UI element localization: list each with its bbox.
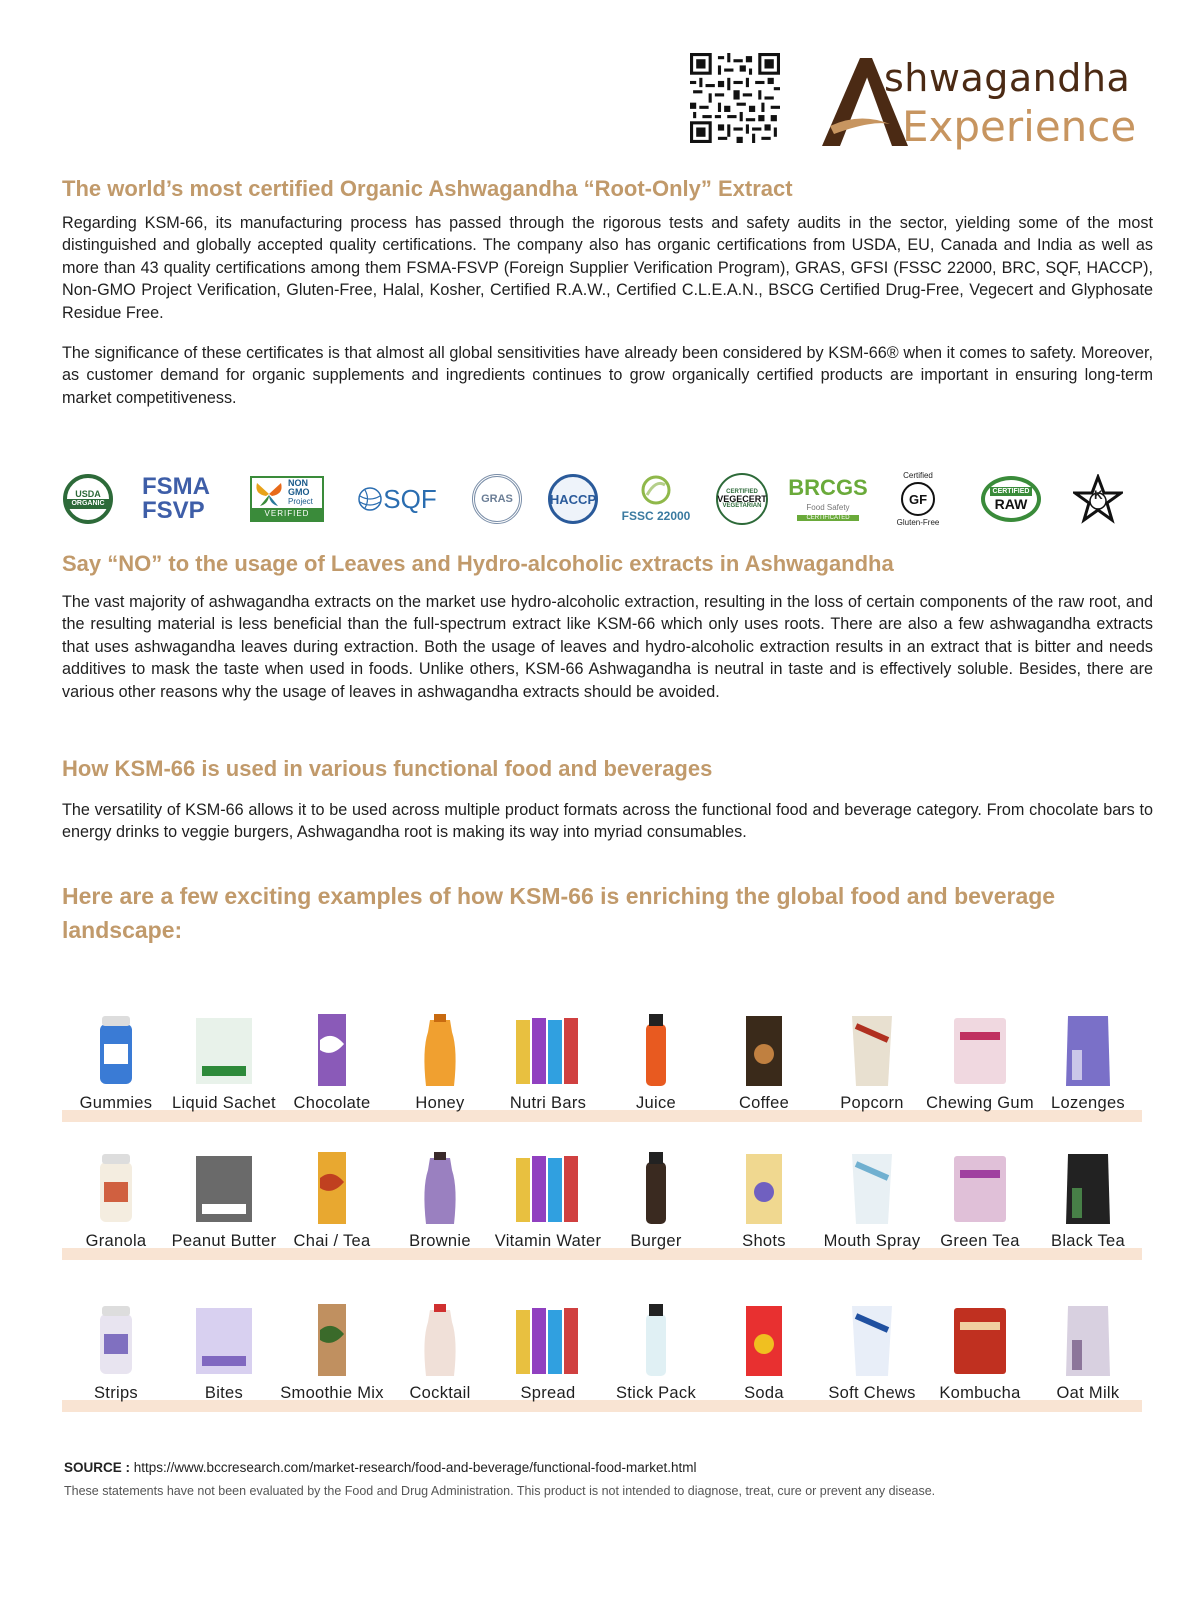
fssc-text: FSSC 22000 (621, 509, 691, 523)
product-item (710, 1300, 818, 1430)
product-item (1034, 1300, 1142, 1430)
product-label-wrap (386, 1384, 494, 1414)
source-citation (64, 1460, 697, 1475)
product-label: Strips (94, 1384, 138, 1402)
product-label-wrap (278, 1384, 386, 1414)
product-label: Juice (635, 1094, 677, 1112)
source-label: SOURCE : (64, 1460, 131, 1475)
product-image (404, 1148, 476, 1228)
qr-code-icon[interactable] (690, 53, 780, 143)
product-label: Honey (415, 1094, 465, 1112)
product-label-wrap (1034, 1232, 1142, 1262)
product-image (188, 1148, 260, 1228)
product-item (602, 1010, 710, 1140)
product-item (170, 1148, 278, 1278)
product-label-wrap (602, 1094, 710, 1124)
haccp-text: HACCP (548, 474, 598, 524)
examples-heading-line2: landscape: (62, 917, 183, 943)
product-image (1052, 1148, 1124, 1228)
vegecert-main-text: VEGECERT (717, 493, 767, 504)
product-label-wrap (170, 1232, 278, 1262)
page-header (690, 50, 1150, 160)
product-image (728, 1300, 800, 1380)
product-label: Chewing Gum (926, 1094, 1034, 1112)
gf-top-text: Certified (903, 471, 933, 480)
sqf-globe-icon (357, 486, 383, 512)
product-image (80, 1300, 152, 1380)
usda-organic-text: ORGANIC (65, 499, 111, 509)
gf-bottom-text: Gluten-Free (896, 518, 940, 527)
product-image (188, 1010, 260, 1090)
product-label: Granola (85, 1232, 147, 1250)
brcgs-band-text: CERTIFICATED (797, 515, 859, 521)
product-label-wrap (710, 1094, 818, 1124)
product-image (80, 1148, 152, 1228)
product-label: Popcorn (840, 1094, 904, 1112)
product-label: Nutri Bars (509, 1094, 587, 1112)
usda-text: USDA (75, 489, 101, 499)
gf-text: GF (901, 482, 935, 516)
product-item (818, 1148, 926, 1278)
product-label-wrap (170, 1094, 278, 1124)
product-item (818, 1010, 926, 1140)
brcgs-logo (788, 462, 868, 536)
product-label-wrap (818, 1384, 926, 1414)
non-gmo-project-logo (250, 462, 324, 536)
product-label-wrap (1034, 1384, 1142, 1414)
certification-logos (62, 462, 1162, 536)
product-image (620, 1010, 692, 1090)
product-label-wrap (1034, 1094, 1142, 1124)
product-label: Bites (204, 1384, 244, 1402)
product-label: Cocktail (409, 1384, 471, 1402)
product-image (620, 1148, 692, 1228)
product-item (602, 1300, 710, 1430)
product-label: Chai / Tea (293, 1232, 371, 1250)
product-label: Lozenges (1051, 1094, 1125, 1112)
product-label: Coffee (738, 1094, 790, 1112)
product-image (1052, 1010, 1124, 1090)
product-image (836, 1010, 908, 1090)
product-item (926, 1148, 1034, 1278)
paragraph-extraction: The vast majority of ashwagandha extracts on the market use hydro-alcoholic extraction, resulting in the loss of certain components of the raw root, and the resulting material is less beneficial than the full-spectrum extract like KSM-66 which only uses roots. There are also a few ashwagandha extracts that uses ashwagandha leaves during extraction. Both the usage of leaves and hydro-alcoholic extraction results in an extract that is bitter and needs additives to mask the taste when used in foods. Unlike others, KSM-66 Ashwagandha is neutral in taste and is effectively soluble. Besides, there are various other reasons why the usage of leaves in ashwagandha extracts should be avoided. (62, 593, 1153, 701)
paragraph-certifications: Regarding KSM-66, its manufacturing process has passed through the rigorous tests and safety audits in the sector, yielding some of the most distinguished and globally accepted quality certifications. The company also has organic certifications from USDA, EU, Canada and India as well as more than 43 quality certifications among them FSMA-FSVP (Foreign Supplier Verification Program), GRAS, GFSI (FSSC 22000, BRC, SQF, HACCP), Non-GMO Project Verification, Gluten-Free, Halal, Kosher, Certified R.A.W., Certified C.L.E.A.N., BSCG Certified Drug-Free, Vegecert and Glyphosate Residue Free. (62, 214, 1153, 322)
product-item (710, 1010, 818, 1140)
fssc-swirl-icon (641, 475, 671, 505)
haccp-logo (546, 462, 600, 536)
gluten-free-logo (888, 462, 948, 536)
product-row (62, 1010, 1172, 1140)
product-label-wrap (170, 1384, 278, 1414)
project-text: Project (288, 497, 313, 506)
product-image (404, 1010, 476, 1090)
raw-text: RAW (994, 495, 1028, 512)
certified-raw-logo (980, 462, 1042, 536)
vegecert-logo (714, 462, 770, 536)
product-item (818, 1300, 926, 1430)
vegecert-top-text: CERTIFIED (726, 488, 758, 495)
product-label-wrap (818, 1094, 926, 1124)
product-image (80, 1010, 152, 1090)
product-label-wrap (818, 1232, 926, 1262)
source-link[interactable]: https://www.bccresearch.com/market-research/food-and-beverage/functional-food-market.html (133, 1460, 697, 1475)
product-label: Chocolate (293, 1094, 371, 1112)
product-image (512, 1148, 584, 1228)
product-item (1034, 1010, 1142, 1140)
section-heading-how-used: How KSM-66 is used in various functional food and beverages (62, 756, 713, 781)
product-label: Mouth Spray (823, 1232, 921, 1250)
product-label-wrap (278, 1232, 386, 1262)
brand-name-line2: Experience (902, 102, 1137, 151)
vegecert-bottom-text: VEGETARIAN (722, 502, 762, 509)
paragraph-versatility: The versatility of KSM-66 allows it to be used across multiple product formats across the functional food and beverage category. From chocolate bars to energy drinks to veggie burgers, Ashwagandha root is making its way into myriad consumables. (62, 801, 1153, 842)
verified-text: VERIFIED (252, 508, 322, 520)
paragraph-significance: The significance of these certificates is that almost all global sensitivities have already been considered by KSM-66® when it comes to safety. Moreover, as customer demand for organic supplements and ingredients continues to grow organically certified products are important in ensuring long-term market competitiveness. (62, 344, 1153, 407)
product-item (1034, 1148, 1142, 1278)
product-label-wrap (926, 1384, 1034, 1414)
product-item (386, 1148, 494, 1278)
product-image (296, 1148, 368, 1228)
product-item (602, 1148, 710, 1278)
product-image (296, 1010, 368, 1090)
brand-logo (820, 50, 1150, 160)
product-label-wrap (62, 1094, 170, 1124)
product-item (926, 1300, 1034, 1430)
product-label: Burger (630, 1232, 682, 1250)
fsma-fsvp-logo (142, 462, 222, 536)
product-label: Vitamin Water (494, 1232, 602, 1250)
product-item (278, 1010, 386, 1140)
product-label-wrap (602, 1232, 710, 1262)
product-label: Soft Chews (828, 1384, 916, 1402)
product-label-wrap (62, 1384, 170, 1414)
product-image (944, 1010, 1016, 1090)
non-text: NON (288, 478, 308, 488)
product-label: Gummies (79, 1094, 153, 1112)
product-item (278, 1148, 386, 1278)
product-label: Peanut Butter (171, 1232, 277, 1250)
sqf-text: SQF (383, 483, 437, 514)
product-label: Kombucha (939, 1384, 1021, 1402)
kosher-text: K (1094, 488, 1103, 502)
product-label-wrap (710, 1384, 818, 1414)
product-label: Green Tea (940, 1232, 1020, 1250)
brcgs-sub-text: Food Safety (806, 503, 850, 512)
product-item (926, 1010, 1034, 1140)
product-image (1052, 1300, 1124, 1380)
product-label-wrap (386, 1094, 494, 1124)
product-image (404, 1300, 476, 1380)
raw-top-text: CERTIFIED (990, 487, 1033, 496)
product-label: Brownie (409, 1232, 471, 1250)
product-image (836, 1300, 908, 1380)
product-label-wrap (494, 1094, 602, 1124)
product-image (944, 1300, 1016, 1380)
product-item (494, 1010, 602, 1140)
product-label-wrap (710, 1232, 818, 1262)
section-heading-certified: The world’s most certified Organic Ashwagandha “Root-Only” Extract (62, 176, 793, 201)
product-label-wrap (386, 1232, 494, 1262)
product-label-wrap (926, 1232, 1034, 1262)
product-label: Spread (520, 1384, 576, 1402)
product-item (62, 1148, 170, 1278)
product-label: Oat Milk (1056, 1384, 1120, 1402)
product-item (62, 1010, 170, 1140)
product-label: Stick Pack (615, 1384, 697, 1402)
product-item (170, 1300, 278, 1430)
product-item (386, 1300, 494, 1430)
product-item (710, 1148, 818, 1278)
product-image (728, 1148, 800, 1228)
section-heading-examples (62, 879, 1055, 947)
product-label-wrap (602, 1384, 710, 1414)
fda-disclaimer: These statements have not been evaluated by the Food and Drug Administration. This product is not intended to diagnose, treat, cure or prevent any disease. (64, 1484, 936, 1498)
product-label: Smoothie Mix (280, 1384, 384, 1402)
product-item (170, 1010, 278, 1140)
product-label-wrap (926, 1094, 1034, 1124)
examples-heading-line1: Here are a few exciting examples of how KSM-66 is enriching the global food and beverage (62, 883, 1056, 909)
fsma-text: FSMA (142, 473, 210, 500)
product-label: Liquid Sachet (172, 1094, 276, 1112)
product-item (62, 1300, 170, 1430)
brand-name-line1: shwagandha (884, 56, 1131, 100)
butterfly-icon (254, 480, 284, 508)
product-item (494, 1300, 602, 1430)
product-image (296, 1300, 368, 1380)
product-label: Soda (744, 1384, 784, 1402)
gras-logo (470, 462, 524, 536)
product-label-wrap (278, 1094, 386, 1124)
fssc-22000-logo (618, 462, 694, 536)
brcgs-text: BRCGS (788, 475, 868, 500)
product-item (278, 1300, 386, 1430)
product-label: Shots (742, 1232, 786, 1250)
gmo-text: GMO (288, 487, 310, 497)
product-item (386, 1010, 494, 1140)
product-label: Black Tea (1051, 1232, 1125, 1250)
product-item (494, 1148, 602, 1278)
product-image (512, 1010, 584, 1090)
product-image (944, 1148, 1016, 1228)
product-image (836, 1148, 908, 1228)
product-row (62, 1300, 1172, 1430)
usda-organic-logo (62, 462, 114, 536)
product-image (620, 1300, 692, 1380)
kosher-logo (1070, 462, 1126, 536)
product-image (188, 1300, 260, 1380)
product-label-wrap (62, 1232, 170, 1262)
gras-text: GRAS (472, 474, 522, 524)
product-label-wrap (494, 1384, 602, 1414)
fsvp-text: FSVP (142, 497, 205, 524)
product-row (62, 1148, 1172, 1278)
product-image (728, 1010, 800, 1090)
section-heading-say-no: Say “NO” to the usage of Leaves and Hydro-alcoholic extracts in Ashwagandha (62, 551, 894, 576)
sqf-logo (352, 462, 442, 536)
product-label-wrap (494, 1232, 602, 1262)
product-image (512, 1300, 584, 1380)
